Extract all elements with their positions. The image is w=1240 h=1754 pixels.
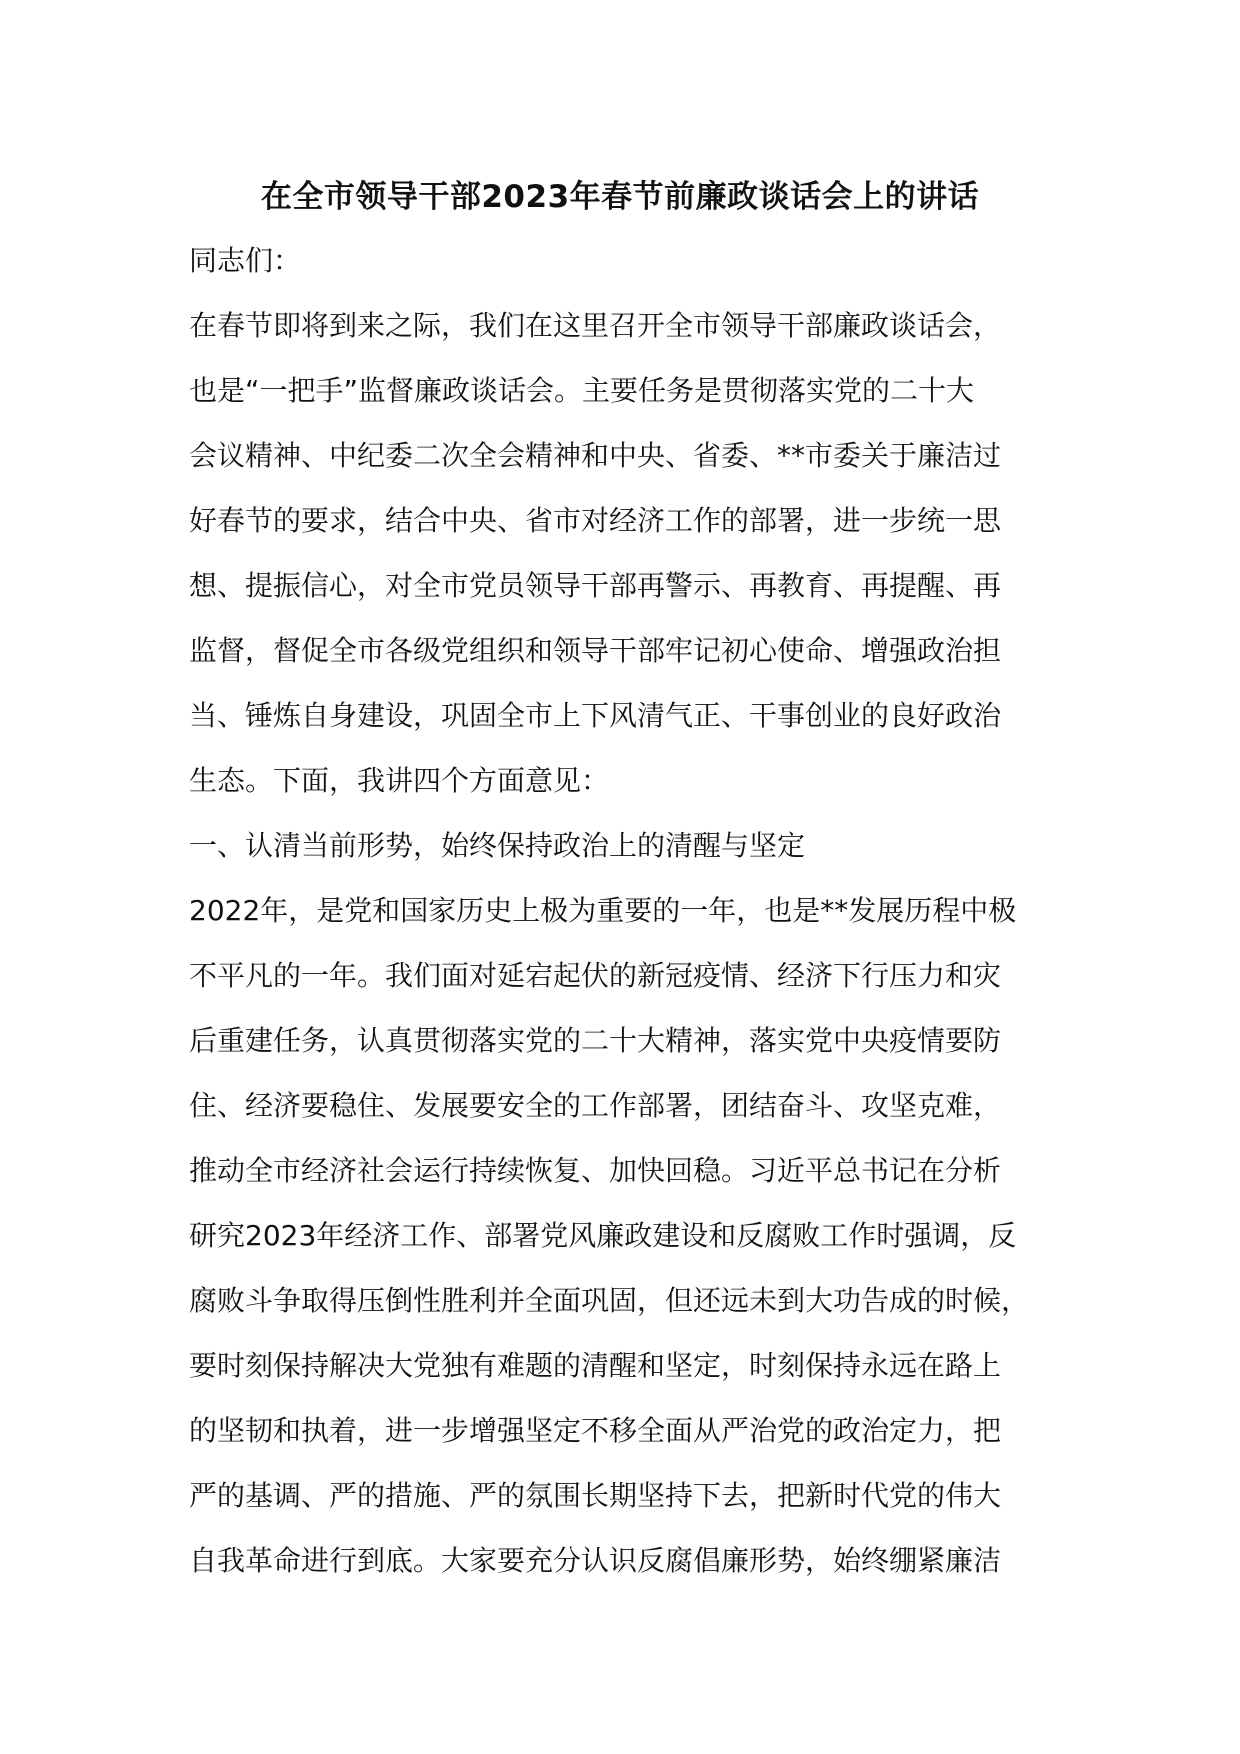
body-line-13: 住、经济要稳住、发展要安全的工作部署，团结奋斗、攻坚克难，	[189, 1089, 1002, 1122]
body-line-12: 后重建任务，认真贯彻落实党的二十大精神，落实党中央疫情要防	[189, 1024, 1002, 1057]
body-line-18: 的坚韧和执着，进一步增强坚定不移全面从严治党的政治定力，把	[189, 1414, 1002, 1447]
body-line-11: 不平凡的一年。我们面对延宕起伏的新冠疫情、经济下行压力和灾	[189, 959, 1002, 992]
body-line-10: 2022年，是党和国家历史上极为重要的一年，也是**发展历程中极	[189, 894, 1017, 927]
body-line-17: 要时刻保持解决大党独有难题的清醒和坚定，时刻保持永远在路上	[189, 1349, 1002, 1382]
salutation-line: 同志们：	[189, 244, 302, 277]
body-line-6: 监督，督促全市各级党组织和领导干部牢记初心使命、增强政治担	[189, 634, 1002, 667]
body-line-19: 严的基调、严的措施、严的氛围长期坚持下去，把新时代党的伟大	[189, 1479, 1002, 1512]
body-line-15: 研究2023年经济工作、部署党风廉政建设和反腐败工作时强调，反	[189, 1219, 1017, 1252]
document-title: 在全市领导干部2023年春节前廉政谈话会上的讲话	[260, 179, 980, 215]
body-line-5: 想、提振信心，对全市党员领导干部再警示、再教育、再提醒、再	[189, 569, 1002, 602]
body-line-2: 也是“一把手”监督廉政谈话会。主要任务是贯彻落实党的二十大	[189, 374, 975, 407]
body-line-14: 推动全市经济社会运行持续恢复、加快回稳。习近平总书记在分析	[189, 1154, 1002, 1187]
body-line-4: 好春节的要求，结合中央、省市对经济工作的部署，进一步统一思	[189, 504, 1002, 537]
body-line-20: 自我革命进行到底。大家要充分认识反腐倡廉形势，始终绷紧廉洁	[189, 1544, 1002, 1577]
body-line-7: 当、锤炼自身建设，巩固全市上下风清气正、干事创业的良好政治	[189, 699, 1002, 732]
body-line-8: 生态。下面，我讲四个方面意见：	[189, 764, 610, 797]
body-line-16: 腐败斗争取得压倒性胜利并全面巩固，但还远未到大功告成的时候，	[189, 1284, 1030, 1317]
body-line-3: 会议精神、中纪委二次全会精神和中央、省委、**市委关于廉洁过	[189, 439, 1002, 472]
section-heading-1: 一、认清当前形势，始终保持政治上的清醒与坚定	[189, 829, 806, 862]
body-line-1: 在春节即将到来之际，我们在这里召开全市领导干部廉政谈话会，	[189, 309, 1002, 342]
